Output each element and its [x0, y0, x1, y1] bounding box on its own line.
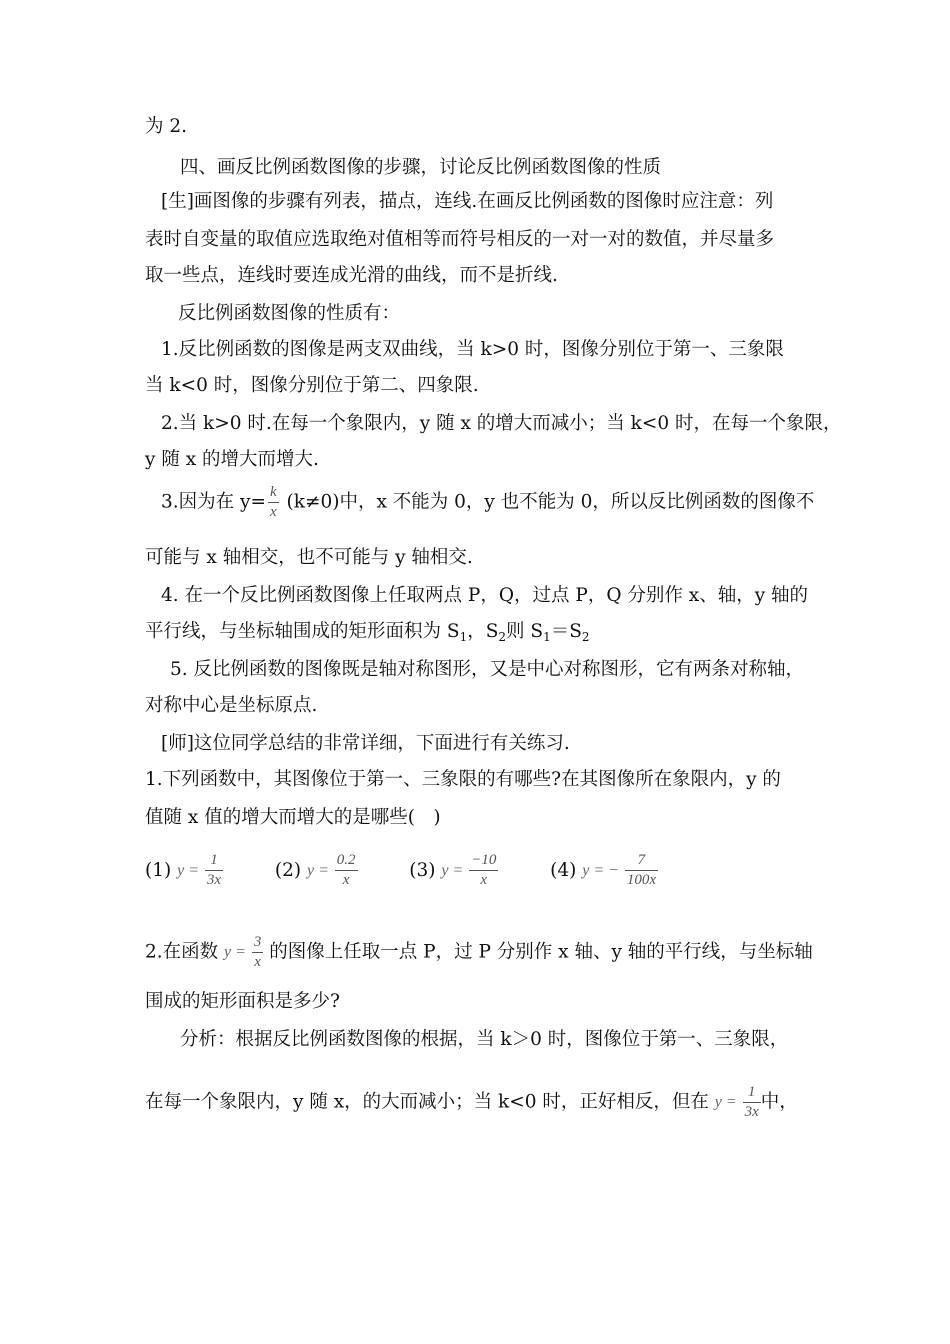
- option-2: (2) y = $\frac{0.2}{x}$: [274, 852, 356, 888]
- analysis: 分析：根据反比例函数图像的根据，当 k＞0 时，图像位于第一、三象限，: [180, 1029, 789, 1050]
- property-2-cont: y 随 x 的增大而增大.: [145, 449, 319, 470]
- teacher-line: [师]这位同学总结的非常详细，下面进行有关练习.: [161, 733, 570, 754]
- property-5: 5. 反比例函数的图像既是轴对称图形，又是中心对称图形，它有两条对称轴，: [170, 659, 805, 680]
- paragraph-line: 取一些点，连线时要连成光滑的曲线，而不是折线.: [145, 265, 558, 286]
- property-1-cont: 当 k<0 时，图像分别位于第二、四象限.: [145, 375, 479, 396]
- property-2: 2.当 k>0 时.在每一个象限内，y 随 x 的增大而减小；当 k<0 时，在每一个象限，: [161, 413, 842, 434]
- exercise-2-cont: 围成的矩形面积是多少?: [145, 991, 340, 1012]
- paragraph-line: 表时自变量的取值应选取绝对值相等而符号相反的一对一对的数值，并尽量多: [145, 229, 775, 250]
- property-4-cont: 平行线，与坐标轴围成的矩形面积为 $S_1$，$S_2$则 $S_1=S_2$: [145, 621, 590, 644]
- property-5-cont: 对称中心是坐标原点.: [145, 695, 318, 716]
- property-3-cont: 可能与 x 轴相交，也不可能与 y 轴相交.: [145, 547, 473, 568]
- line-1: 为 2.: [145, 116, 188, 137]
- analysis-cont: 在每一个象限内，y 随 x，的大而减小；当 k<0 时，正好相反，但在 y = $\frac{1}{3x}$ 中，: [145, 1084, 798, 1120]
- option-3: (3) y = $\frac{-10}{x}$: [409, 852, 497, 888]
- exercise-1-cont: 值随 x 值的增大而增大的是哪些( ): [145, 807, 441, 828]
- formula-row: [145, 852, 658, 889]
- fraction-k-over-x: $\frac{k}{x}$: [269, 484, 277, 520]
- property-1: 1.反比例函数的图像是两支双曲线，当 k>0 时，图像分别位于第一、三象限: [161, 339, 784, 360]
- properties-heading: 反比例函数图像的性质有：: [178, 303, 401, 324]
- option-4: (4) y = − $\frac{7}{100x}$: [550, 852, 656, 888]
- property-4: 4. 在一个反比例函数图像上任取两点 P，Q，过点 P，Q 分别作 x、轴，y 轴的: [161, 585, 809, 606]
- paragraph-line: [生]画图像的步骤有列表，描点，连线.在画反比例函数的图像时应注意：列: [161, 191, 774, 212]
- exercise-1: 1.下列函数中，其图像位于第一、三象限的有哪些?在其图像所在象限内，y 的: [145, 769, 781, 790]
- exercise-2: 2.在函数 y = $\frac{3}{x}$ 的图像上任取一点 P，过 P 分别作 x 轴、y 轴的平行线，与坐标轴: [145, 934, 813, 970]
- option-1: (1) y = $\frac{1}{3x}$: [145, 852, 222, 888]
- section-heading: 四、画反比例函数图像的步骤，讨论反比例函数图像的性质: [180, 157, 662, 178]
- property-3: 3.因为在 y= $\frac{k}{x}$ (k≠0)中，x 不能为 0，y 也不能为 0，所以反比例函数的图像不: [161, 484, 815, 520]
